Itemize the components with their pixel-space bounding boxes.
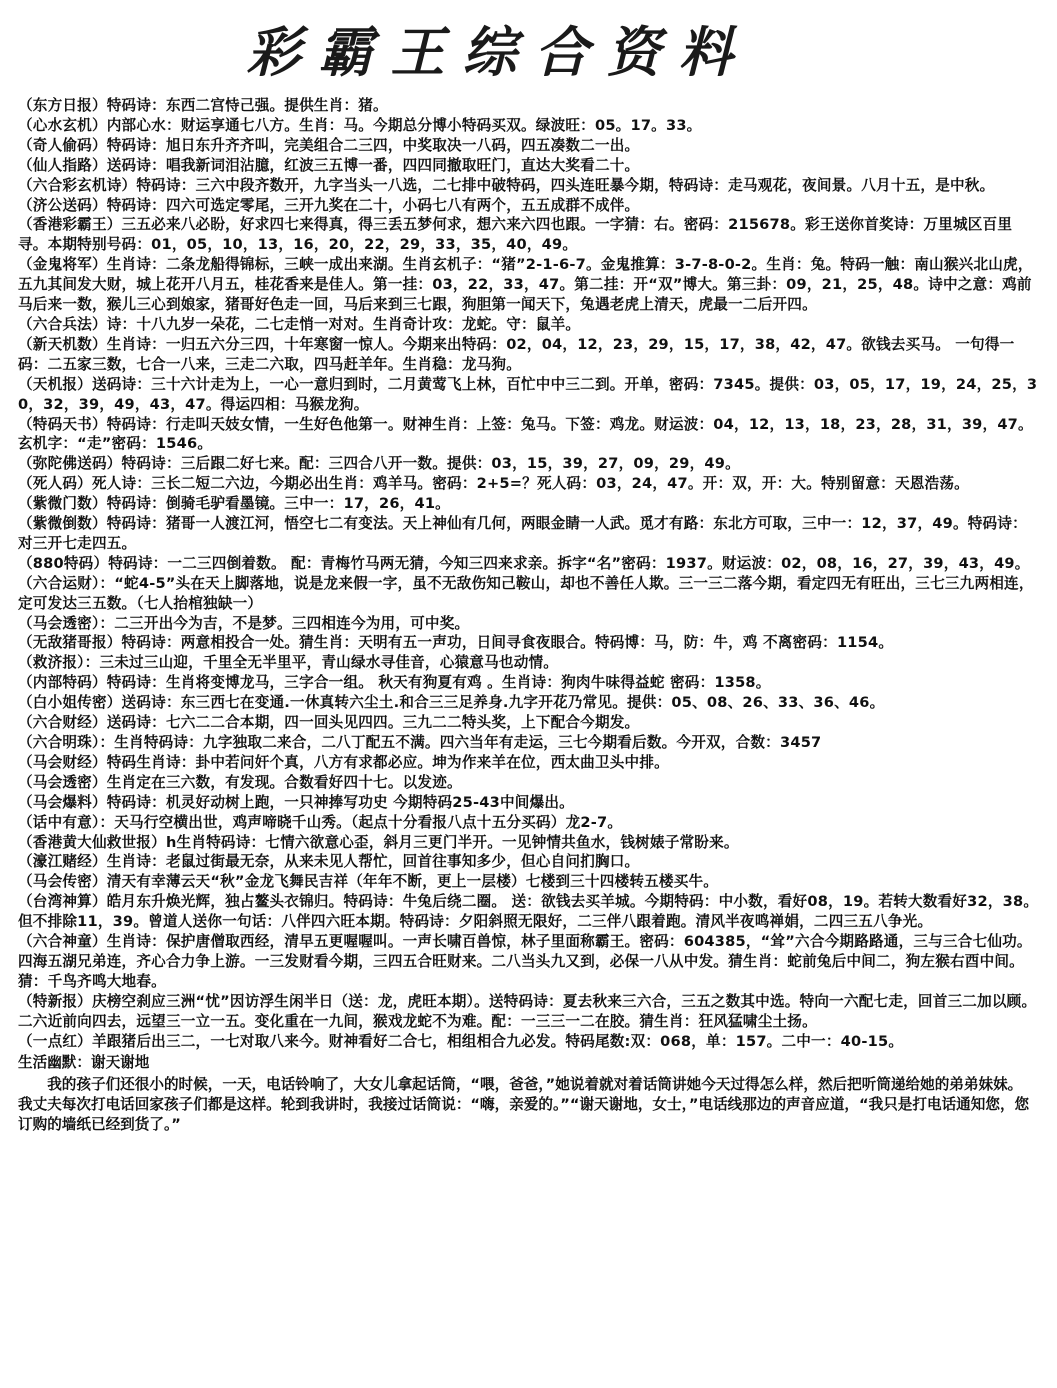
entry-item: （马会传密）清天有幸薄云天“秋”金龙飞舞民吉祥（年年不断，更上一层楼）七楼到三十四楼转五楼买牛。	[18, 873, 719, 891]
entry-item: （特新报）庆榜空刹应三洲“忧”因访浮生闲半日（送：龙，虎旺本期）。送特码诗：夏去秋来三六合，三五之数其中选。特向一六配七走，回首三二加以顾。二六近前向四去，远望三一立一五。变化重在一九间，猴戏龙蛇不为难。配：一三三一二在胶。猜生肖：狂风猛啸尘土扬。	[18, 992, 1037, 1030]
entry-item: （心水玄机）内部心水：财运享通七八方。生肖：马。今期总分博小特码买双。绿波旺：05。17。33。	[18, 116, 702, 134]
entry-item: （话中有意）：天马行空横出世，鸡声啼晓千山秀。（起点十分看报八点十五分买码）龙2-7。	[18, 813, 623, 831]
entry-item: （白小姐传密）送码诗：东三西七在变通.一休真转六尘土.和合三三足养身.九字开花乃常见。提供：05、08、26、33、36、46。	[18, 694, 885, 712]
entry-item: （奇人偷码）特码诗：旭日东升齐齐叫，完美组合二三四，中奖取决一八码，四五凑数二一出。	[18, 136, 640, 154]
entry-item: （香港彩霸王）三五必来八必盼，好求四七来得真，得三丢五梦何求，想六来六四也跟。一字猜：右。密码：215678。彩王送你首奖诗：万里城区百里寻。本期特别号码：01，05，10，13，16，20，22，29，33，35，40，49。	[18, 216, 1013, 254]
entry-item: （无敌猪哥报）特码诗：两意相投合一处。猜生肖：天明有五一声功，日间寻食夜眼合。特码博：马，防：牛，鸡 不离密码：1154。	[18, 634, 894, 652]
humor-story: 我的孩子们还很小的时候，一天，电话铃响了，大女儿拿起话筒，“喂，爸爸，”她说着就对着话筒讲她今天过得怎么样，然后把听筒递给她的弟弟妹妹。我丈夫每次打电话回家孩子们都是这样。轮到我讲时，我接过话筒说：“嗨，亲爱的。”“谢天谢地，女士，”电话线那边的声音应道，“我只是打电话通知您，您订购的墙纸已经到货了。”	[18, 1075, 1030, 1133]
entry-item: （濠江赌经）生肖诗：老鼠过街最无奈，从来未见人帮忙，回首往事知多少，但心自问扪胸口。	[18, 853, 640, 871]
entry-item: （紫微倒数）特码诗：猪哥一人渡江河，悟空七二有变法。天上神仙有几何，两眼金睛一人武。觅才有路：东北方可取，三中一：12，37，49。特码诗：对三开七走四五。	[18, 515, 1027, 552]
entry-item: （一点红）羊跟猪后出三二，一七对取八来今。财神看好二合七，相组相合九必发。特码尾数:双：068，单：157。二中一：40-15。	[18, 1032, 904, 1050]
entry-item: （死人码）死人诗：三长二短二六边，今期必出生肖：鸡羊马。密码：2+5=？死人码：03，24，47。开：双，开：大。特别留意：天恩浩荡。	[18, 475, 969, 493]
entry-item: （内部特码）特码诗：生肖将变博龙马，三字合一组。 秋天有狗夏有鸡 。生肖诗：狗肉牛味得益蛇 密码：1358。	[18, 674, 771, 692]
entry-item: （六合兵法）诗：十八九岁一朵花，二七走悄一对对。生肖奇计攻：龙蛇。守：鼠羊。	[18, 315, 581, 333]
entry-item: （金鬼将军）生肖诗：二条龙船得锦标，三峡一成出来湖。生肖玄机子：“猪”2-1-6-7。金鬼推算：3-7-8-0-2。生肖：兔。特码一触：南山猴兴北山虎，五九其间发大财，城上花开八月五，桂花香来是佳人。第一挂：03，22，33，47。第二挂：开“双”博大。第三卦：09，21，25，48。诗中之意：鸡前马后来一数，猴儿三心到娘家，猪哥好色走一回，马后来到三七跟，狗胆第一闻天下，兔遇老虎上清天，虎最一二后开四。	[18, 256, 1033, 314]
entry-item: （马会透密）生肖定在三六数，有发现。合数看好四十七。以发迹。	[18, 773, 462, 791]
entry-list	[18, 96, 1039, 1052]
entry-item: （天机报）送码诗：三十六计走为上，一心一意归到时，二月黄莺飞上林，百忙中中三二到。开单，密码：7345。提供：03，05，17，19，24，25，30，32，39，49，43，47。得运四相：马猴龙狗。	[18, 375, 1038, 413]
entry-item: （六合运财）：“蛇4-5”头在天上脚落地，说是龙来假一字，虽不无敌伤知己鞍山，却也不善任人欺。三一三二落今期，看定四无有旺出，三七三九两相连，定可发达三五数。（七人抬棺独缺一）	[18, 574, 1034, 612]
entry-item: （880特码）特码诗：一二三四倒着数。 配：青梅竹马两无猜，今知三四来求亲。拆字“名”密码：1937。财运波：02，08，16，27，39，43，49。	[18, 554, 1030, 572]
entry-item: （六合神童）生肖诗：保护唐僧取西经，清早五更喔喔叫。一声长啸百兽惊，林子里面称霸王。密码：604385，“耸”六合今期路路通，三与三合七仙功。四海五湖兄弟连，齐心合力争上游。一三发财看今期，三四五合旺财来。二八当头九又到，必保一八从中发。猜生肖：蛇前兔后中间二，狗左猴右酉中间。猜：千鸟齐鸣大地春。	[18, 933, 1032, 990]
entry-item: （香港黄大仙救世报）h生肖特码诗：七情六欲意心歪，斜月三更门半开。一见钟情共鱼水，钱树婊子常盼来。	[18, 833, 739, 851]
entry-item: （六合彩玄机诗）特码诗：三六中段齐数开，九字当头一八选，二七排中破特码，四头连旺暴今期，特码诗：走马观花，夜间景。八月十五，是中秋。	[18, 176, 995, 194]
entry-item: （六合财经）送码诗：七六二二合本期，四一回头见四四。三九二二特头奖，上下配合今期发。	[18, 714, 640, 732]
entry-item: （东方日报）特码诗：东西二宫恃己强。提供生肖：猪。	[18, 97, 388, 114]
entry-item: （弥陀佛送码）特码诗：三后跟二好七来。配：三四合八开一数。提供：03，15，39，27，09，29，49。	[18, 455, 740, 473]
entry-item: （马会透密）：二三开出今为吉，不是梦。三四相连今为用，可中奖。	[18, 614, 470, 632]
entry-item: （紫微门数）特码诗：倒骑毛驴看墨镜。三中一：17，26，41。	[18, 495, 450, 513]
entry-item: （马会财经）特码生肖诗：卦中若问奸个真，八方有求都必应。坤为作来羊在位，西太曲卫头中排。	[18, 753, 669, 771]
entry-item: （救济报）：三未过三山迎，千里全无半里平，青山绿水寻佳音，心猿意马也动情。	[18, 654, 559, 672]
entry-item: （济公送码）特码诗：四六可选定零尾，三开九奖在二十，小码七八有两个，五五成群不成伴。	[18, 196, 640, 214]
entry-item: （台湾神算）皓月东升焕光辉，独占鳌头衣锦归。特码诗：牛兔后绕二圈。 送：欲钱去买羊城。今期特码：中小数，看好08，19。若转大数看好32，38。但不排除11，39。曾道人送你一句话：八伴四六旺本期。特码诗：夕阳斜照无限好，二三伴八跟着跑。清风半夜鸣禅娟，二四三五八争光。	[18, 893, 1039, 931]
entry-item: （马会爆料）特码诗：机灵好动树上跑，一只神捧写功史 今期特码25-43中间爆出。	[18, 793, 574, 811]
entry-item: （特码天书）特码诗：行走叫天妓女情，一生好色他第一。财神生肖：上签：兔马。下签：鸡龙。财运波：04，12，13，18，23，28，31，39，47。玄机字：“走”密码：1546。	[18, 415, 1033, 453]
entry-item: （新天机数）生肖诗：一归五六分三四，十年寒窗一惊人。今期来出特码：02，04，12，23，29，15，17，38，42，47。欲钱去买马。 一句得一码：二五家三数，七合一八来，三走二六取，四马赶羊年。生肖稳：龙马狗。	[18, 335, 1015, 373]
entry-item: （六合明珠）：生肖特码诗：九字独取二来合，二八丁配五不满。四六当年有走运，三七今期看后数。今开双，合数：3457	[18, 734, 822, 751]
humor-title: 生活幽默：谢天谢地	[18, 1053, 150, 1071]
page-title: 彩霸王综合资料	[246, 19, 751, 84]
entry-item: （仙人指路）送码诗：唱我新词泪沾臆，红波三五博一番，四四同撤取旺门，直达大奖看二十。	[18, 156, 640, 174]
